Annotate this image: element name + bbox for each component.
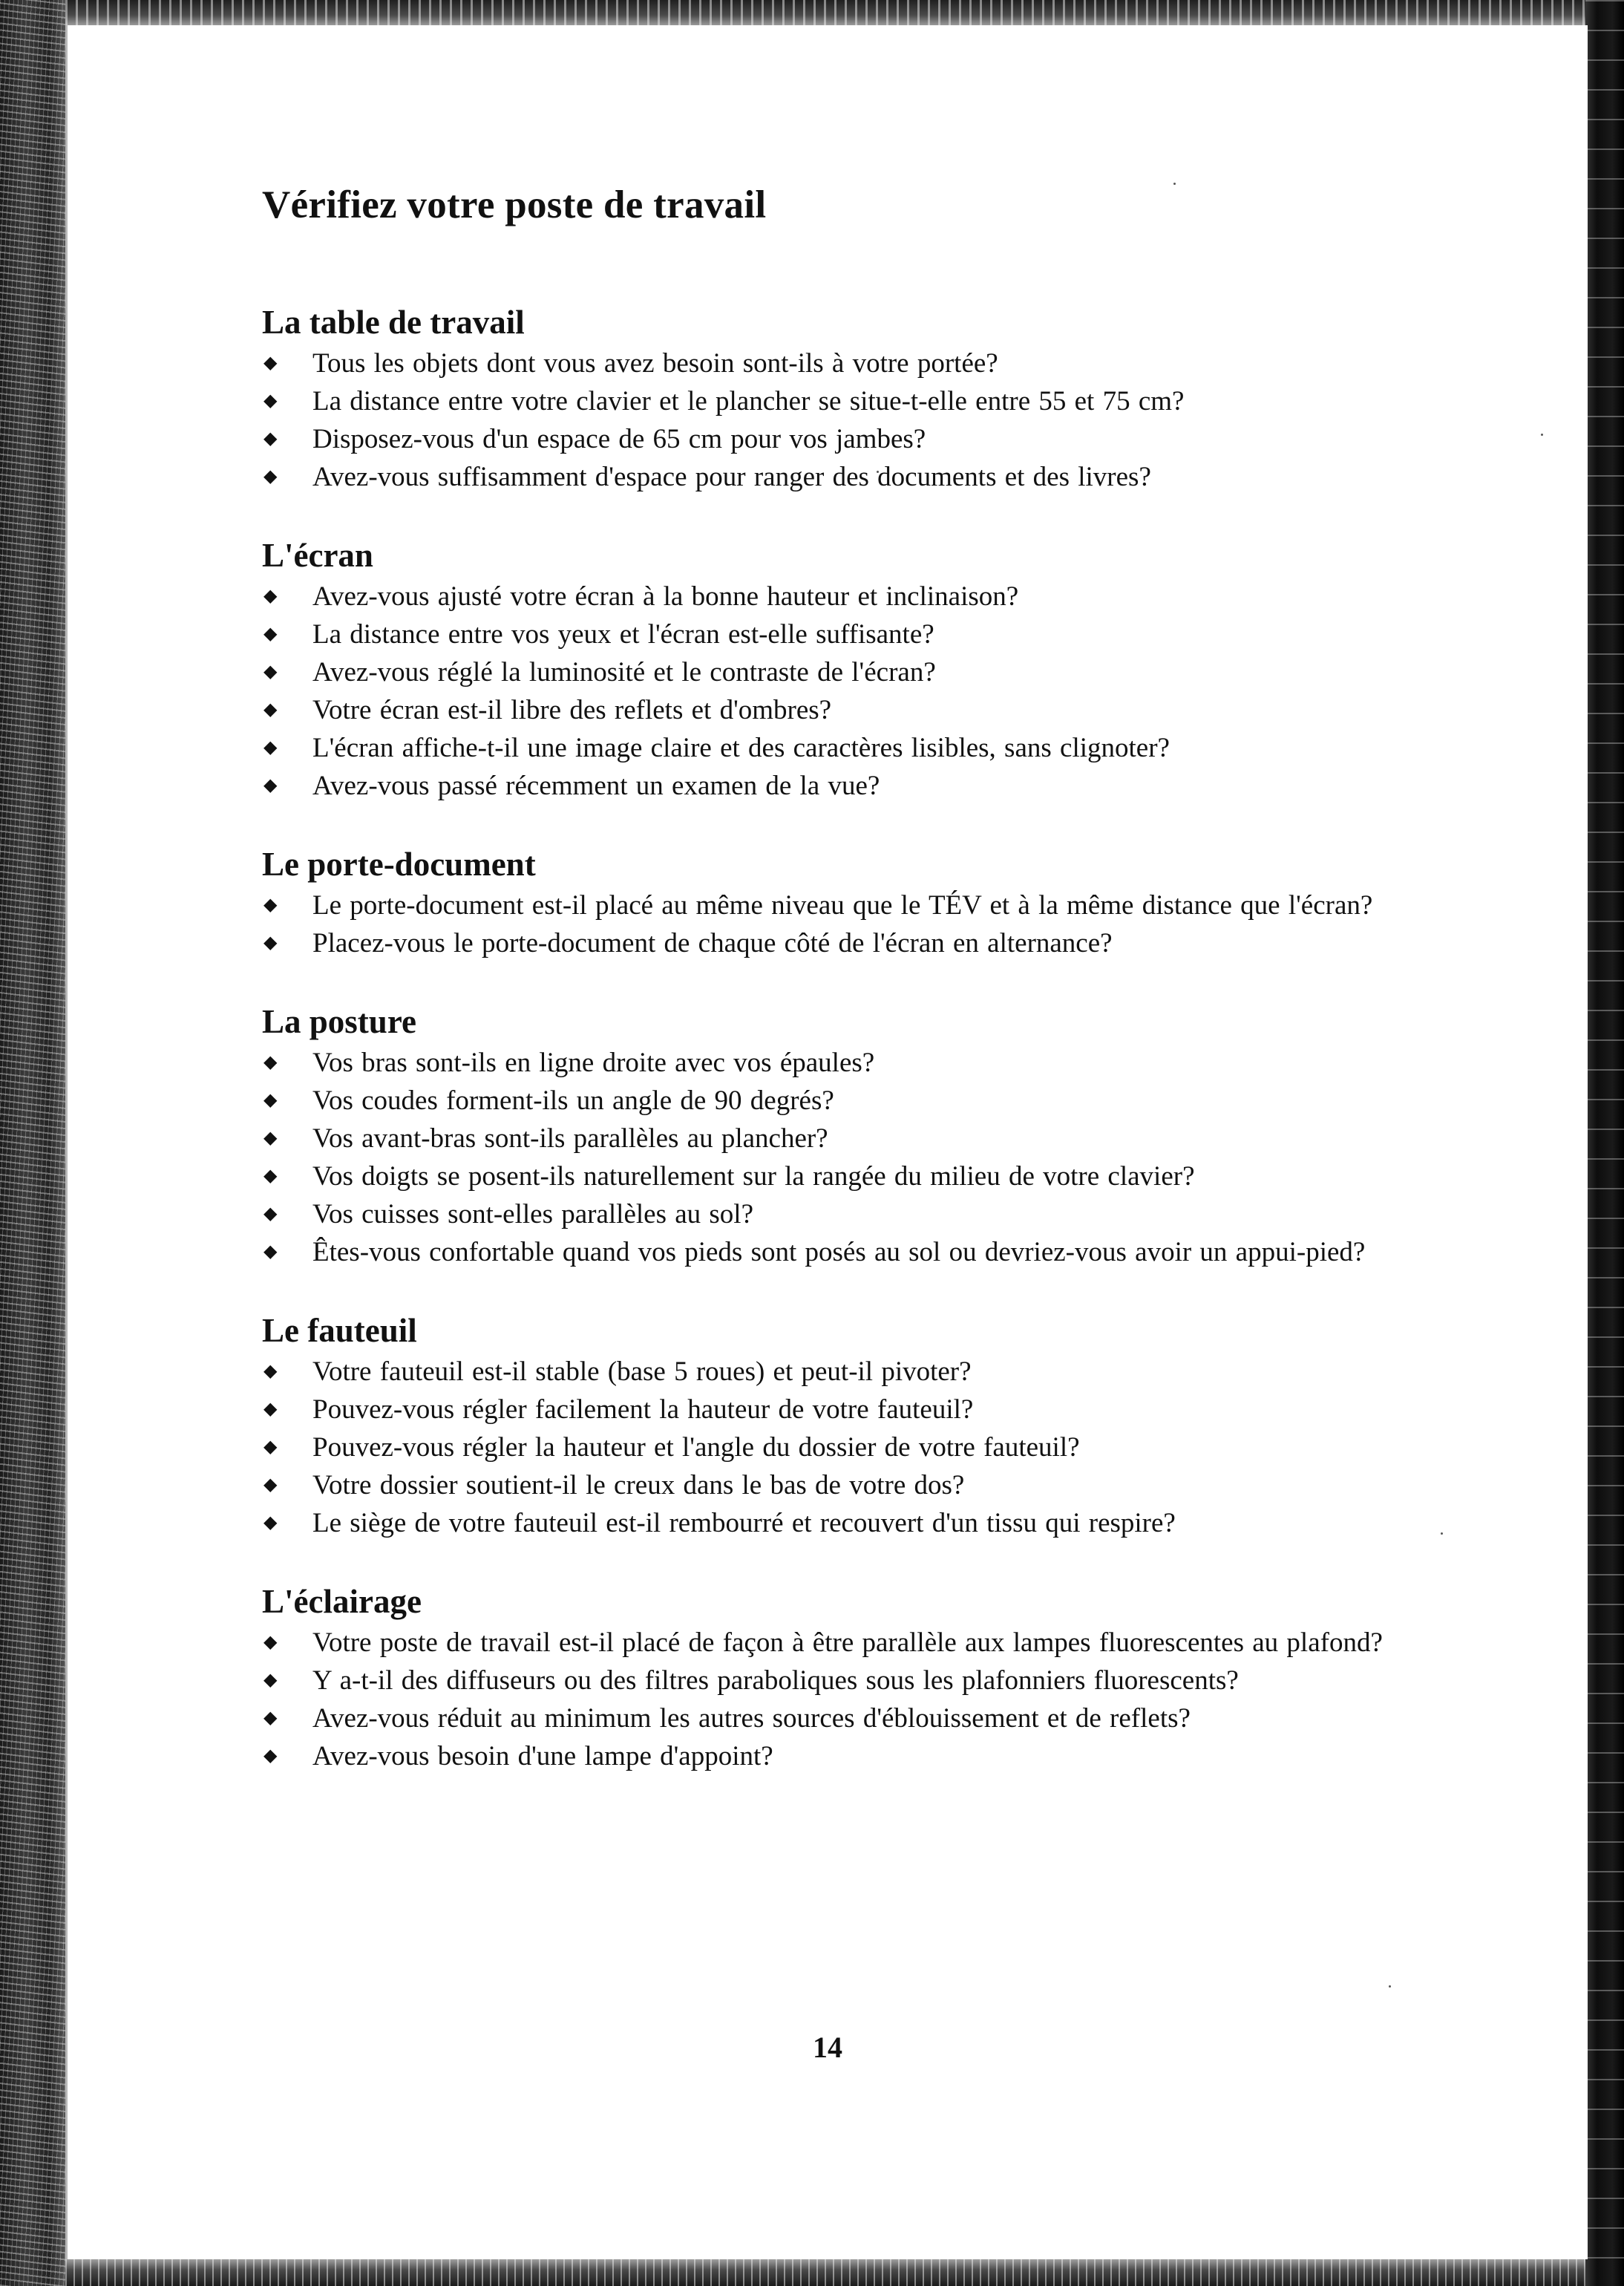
list-item <box>262 1120 1464 1157</box>
scan-speck <box>1389 1985 1391 1988</box>
list-item <box>262 1662 1464 1699</box>
diamond-bullet-icon: ◆ <box>263 1241 278 1261</box>
checklist-section <box>262 535 1464 805</box>
list-item <box>262 1466 1464 1504</box>
list-item-text: Placez-vous le porte-document de chaque côté de l'écran en alternance? <box>312 928 1113 959</box>
scan-border-left <box>0 0 65 2286</box>
list-item <box>262 344 1464 382</box>
list-item <box>262 1195 1464 1233</box>
scan-border-top <box>65 0 1587 25</box>
diamond-bullet-icon: ◆ <box>263 1669 278 1690</box>
list-item-text: Votre dossier soutient-il le creux dans le bas de votre dos? <box>312 1470 965 1500</box>
list-item <box>262 924 1464 962</box>
checklist-section <box>262 1310 1464 1542</box>
list-item-text: Avez-vous passé récemment un examen de la vue? <box>312 771 880 801</box>
list-item <box>262 420 1464 458</box>
list-item <box>262 578 1464 615</box>
diamond-bullet-icon: ◆ <box>263 585 278 606</box>
list-item <box>262 1082 1464 1120</box>
list-item <box>262 1157 1464 1195</box>
checklist-section <box>262 301 1464 496</box>
list-item-text: Pouvez-vous régler la hauteur et l'angle du dossier de votre fauteuil? <box>312 1432 1080 1463</box>
diamond-bullet-icon: ◆ <box>263 1631 278 1652</box>
list-item-text: Votre écran est-il libre des reflets et d'ombres? <box>312 695 832 725</box>
page-number: 14 <box>813 2031 842 2064</box>
diamond-bullet-icon: ◆ <box>263 737 278 757</box>
scan-border-bottom <box>65 2259 1587 2286</box>
list-item <box>262 382 1464 420</box>
diamond-bullet-icon: ◆ <box>263 699 278 719</box>
section-heading: Le porte-document <box>262 846 536 883</box>
list-item-text: La distance entre votre clavier et le plancher se situe-t-elle entre 55 et 75 cm? <box>312 386 1185 417</box>
checklist-list <box>262 578 1464 805</box>
checklist-list <box>262 1624 1464 1775</box>
list-item-text: Avez-vous suffisamment d'espace pour ranger des documents et des livres? <box>312 462 1151 492</box>
list-item-text: Vos avant-bras sont-ils parallèles au plancher? <box>312 1123 828 1154</box>
diamond-bullet-icon: ◆ <box>263 1512 278 1532</box>
list-item <box>262 767 1464 805</box>
list-item <box>262 458 1464 496</box>
scan-speck <box>1541 434 1543 436</box>
checklist-list <box>262 344 1464 496</box>
list-item <box>262 1737 1464 1775</box>
diamond-bullet-icon: ◆ <box>263 1398 278 1419</box>
list-item <box>262 886 1464 924</box>
list-item <box>262 1233 1464 1271</box>
section-heading: La posture <box>262 1003 416 1040</box>
section-heading: Le fauteuil <box>262 1312 417 1349</box>
diamond-bullet-icon: ◆ <box>263 1165 278 1186</box>
list-item-text: Le porte-document est-il placé au même niveau que le TÉV et à la même distance que l'écran? <box>312 890 1373 921</box>
list-item-text: Votre fauteuil est-il stable (base 5 roues) et peut-il pivoter? <box>312 1356 972 1387</box>
list-item-text: L'écran affiche-t-il une image claire et des caractères lisibles, sans clignoter? <box>312 733 1170 763</box>
diamond-bullet-icon: ◆ <box>263 1203 278 1224</box>
diamond-bullet-icon: ◆ <box>263 1707 278 1728</box>
diamond-bullet-icon: ◆ <box>263 623 278 644</box>
list-item <box>262 1353 1464 1391</box>
checklist-section <box>262 1581 1464 1775</box>
paper-sheet <box>65 25 1588 2259</box>
diamond-bullet-icon: ◆ <box>263 1474 278 1495</box>
list-item-text: Pouvez-vous régler facilement la hauteur de votre fauteuil? <box>312 1394 974 1425</box>
checklist-list <box>262 886 1464 962</box>
list-item-text: Y a-t-il des diffuseurs ou des filtres paraboliques sous les plafonniers fluorescents? <box>312 1665 1239 1696</box>
list-item <box>262 615 1464 653</box>
document-body <box>262 181 1464 1814</box>
list-item-text: Le siège de votre fauteuil est-il rembourré et recouvert d'un tissu qui respire? <box>312 1508 1176 1538</box>
list-item-text: Vos doigts se posent-ils naturellement sur la rangée du milieu de votre clavier? <box>312 1161 1195 1192</box>
checklist-section <box>262 843 1464 962</box>
list-item <box>262 1504 1464 1542</box>
list-item-text: Disposez-vous d'un espace de 65 cm pour vos jambes? <box>312 424 926 454</box>
list-item <box>262 1624 1464 1662</box>
diamond-bullet-icon: ◆ <box>263 1745 278 1766</box>
diamond-bullet-icon: ◆ <box>263 894 278 915</box>
diamond-bullet-icon: ◆ <box>263 932 278 953</box>
diamond-bullet-icon: ◆ <box>263 774 278 795</box>
list-item <box>262 1699 1464 1737</box>
list-item <box>262 1428 1464 1466</box>
section-heading: L'éclairage <box>262 1583 422 1620</box>
list-item-text: Votre poste de travail est-il placé de façon à être parallèle aux lampes fluorescentes au plafond? <box>312 1627 1383 1658</box>
diamond-bullet-icon: ◆ <box>263 1127 278 1148</box>
checklist-list <box>262 1044 1464 1271</box>
diamond-bullet-icon: ◆ <box>263 428 278 448</box>
diamond-bullet-icon: ◆ <box>263 352 278 373</box>
list-item-text: Avez-vous réglé la luminosité et le contraste de l'écran? <box>312 657 936 688</box>
diamond-bullet-icon: ◆ <box>263 661 278 682</box>
diamond-bullet-icon: ◆ <box>263 1360 278 1381</box>
diamond-bullet-icon: ◆ <box>263 1051 278 1072</box>
list-item-text: Vos bras sont-ils en ligne droite avec vos épaules? <box>312 1048 875 1078</box>
list-item-text: Avez-vous réduit au minimum les autres sources d'éblouissement et de reflets? <box>312 1703 1191 1734</box>
list-item-text: Tous les objets dont vous avez besoin sont-ils à votre portée? <box>312 348 998 379</box>
list-item-text: Avez-vous besoin d'une lampe d'appoint? <box>312 1741 773 1771</box>
diamond-bullet-icon: ◆ <box>263 1436 278 1457</box>
scan-border-right <box>1585 0 1624 2286</box>
list-item-text: Vos cuisses sont-elles parallèles au sol? <box>312 1199 753 1229</box>
list-item-text: Vos coudes forment-ils un angle de 90 degrés? <box>312 1085 834 1116</box>
list-item <box>262 691 1464 729</box>
list-item <box>262 1044 1464 1082</box>
list-item <box>262 653 1464 691</box>
diamond-bullet-icon: ◆ <box>263 466 278 486</box>
section-heading: L'écran <box>262 537 373 574</box>
section-heading: La table de travail <box>262 304 525 341</box>
list-item-text: Avez-vous ajusté votre écran à la bonne hauteur et inclinaison? <box>312 581 1019 612</box>
page-title: Vérifiez votre poste de travail <box>262 183 767 226</box>
list-item-text: Êtes-vous confortable quand vos pieds sont posés au sol ou devriez-vous avoir un appui-pied? <box>312 1237 1366 1267</box>
list-item-text: La distance entre vos yeux et l'écran est-elle suffisante? <box>312 619 934 650</box>
checklist-list <box>262 1353 1464 1542</box>
checklist-section <box>262 1001 1464 1271</box>
checklist-sections <box>262 301 1464 1775</box>
list-item <box>262 729 1464 767</box>
list-item <box>262 1391 1464 1428</box>
diamond-bullet-icon: ◆ <box>263 390 278 411</box>
diamond-bullet-icon: ◆ <box>263 1089 278 1110</box>
